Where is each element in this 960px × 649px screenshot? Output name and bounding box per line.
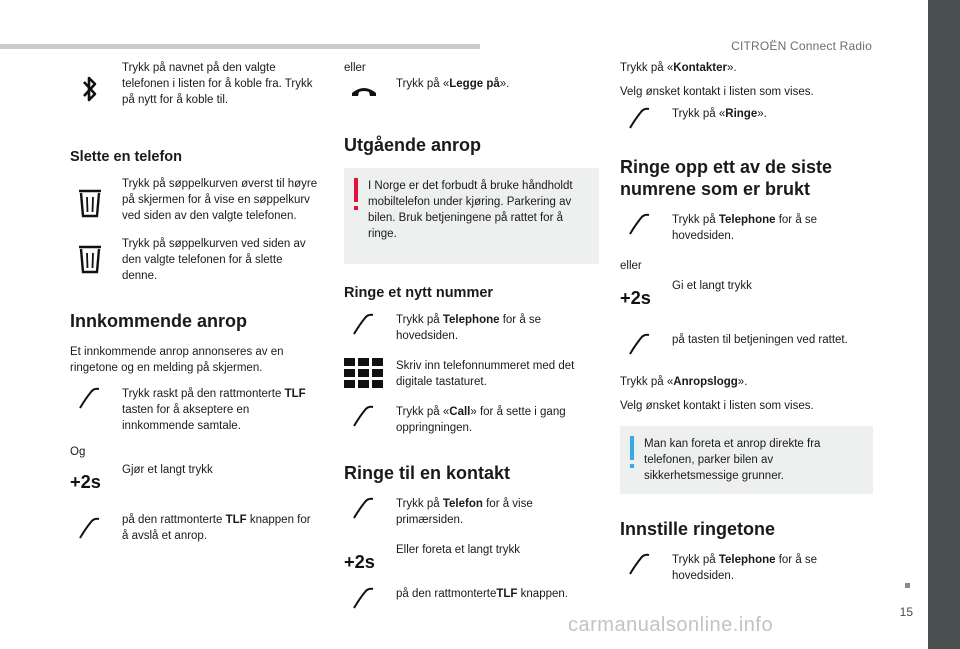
incoming-item-1-text: Trykk raskt på den rattmonterte TLF tasten for å akseptere en innkommende samtale. [122, 388, 306, 432]
new-number-item-2 [344, 358, 599, 394]
contact-item-1 [344, 496, 599, 532]
keypad-icon [344, 358, 384, 398]
trash-icon [70, 244, 110, 284]
delete-item-2-text: Trykk på søppelkurven ved siden av den valgte telefonen for å slette denne. [122, 238, 306, 282]
bluetooth-item [70, 60, 320, 108]
long-press-2s-icon [344, 548, 384, 588]
press-icon [344, 312, 384, 352]
new-number-item-3-text: Trykk på «Call» for å sette i gang oppringningen. [396, 406, 566, 434]
ring-text: Trykk på «Ringe». [672, 108, 767, 120]
svg-text:+2s: +2s [70, 470, 101, 492]
delete-item-2 [70, 236, 320, 284]
recent-item-3 [620, 332, 875, 368]
info-mark [630, 436, 634, 460]
continuation-mark [905, 583, 910, 588]
warning-text: I Norge er det forbudt å bruke håndholdt mobiltelefon under kjøring. Parkering av bilen. Bruk betjeningene på rattet for å ringe. [368, 180, 573, 240]
new-number-item-3 [344, 404, 599, 440]
column-2 [344, 60, 599, 632]
long-press-2s-icon [620, 284, 660, 324]
press-icon [620, 552, 660, 592]
delete-item-1 [70, 176, 320, 224]
contact-item-2-text: Eller foreta et langt trykk [396, 544, 520, 556]
contact-item-3 [344, 586, 599, 622]
press-icon [344, 404, 384, 444]
recent-item-1 [620, 212, 875, 248]
watermark: carmanualsonline.info [568, 614, 774, 636]
recent-item-1-text: Trykk på Telephone for å se hovedsiden. [672, 214, 818, 242]
svg-text:+2s: +2s [620, 286, 651, 308]
new-number-item-1-text: Trykk på Telephone for å se hovedsiden. [396, 314, 542, 342]
outgoing-call-heading: Utgående anrop [344, 135, 482, 155]
eller-text: eller [620, 260, 642, 272]
og-text: Og [70, 446, 86, 458]
bluetooth-text: Trykk på navnet på den valgte telefonen i listen for å koble fra. Trykk på nytt for å koble til. [122, 62, 313, 106]
select-contact-text: Velg ønsket kontakt i listen som vises. [620, 86, 814, 98]
contact-item-3-text: på den rattmonterteTLF knappen. [396, 588, 568, 600]
contacts-text: Trykk på «Kontakter». [620, 62, 737, 74]
delete-phone-heading: Slette en telefon [70, 149, 182, 165]
ringtone-heading: Innstille ringetone [620, 519, 776, 539]
contact-item-2 [344, 542, 599, 578]
incoming-item-2-text: Gjør et langt trykk [122, 464, 213, 476]
ring-item [620, 106, 875, 142]
recent-numbers-heading: Ringe opp ett av de siste numrene som er brukt [620, 157, 833, 199]
new-number-heading: Ringe et nytt nummer [344, 285, 494, 301]
select-contact-text-2: Velg ønsket kontakt i listen som vises. [620, 400, 814, 412]
ringtone-item-1-text: Trykk på Telephone for å se hovedsiden. [672, 554, 818, 582]
bluetooth-icon [70, 74, 110, 114]
page-edge-band [928, 0, 960, 649]
call-log-text: Trykk på «Anropslogg». [620, 376, 748, 388]
incoming-intro: Et innkommende anrop annonseres av en ringetone og en melding på skjermen. [70, 346, 284, 374]
info-text: Man kan foreta et anrop direkte fra telefonen, parker bilen av sikkerhetsmessige grunner. [644, 438, 821, 482]
incoming-item-2 [70, 462, 320, 498]
new-number-item-2-text: Skriv inn telefonnummeret med det digitale tastaturet. [396, 360, 575, 388]
incoming-item-3 [70, 512, 320, 548]
incoming-item-1 [70, 386, 320, 434]
recent-item-3-text: på tasten til betjeningen ved rattet. [672, 334, 848, 346]
new-number-item-1 [344, 312, 599, 348]
svg-text:+2s: +2s [344, 550, 375, 572]
long-press-2s-icon [70, 468, 110, 508]
press-icon [620, 212, 660, 252]
press-icon [620, 106, 660, 146]
column-1 [70, 60, 320, 558]
column-3 [620, 60, 875, 598]
incoming-item-3-text: på den rattmonterte TLF knappen for å avslå et anrop. [122, 514, 311, 542]
press-icon [70, 516, 110, 556]
ringtone-item-1 [620, 552, 875, 588]
warning-note [344, 168, 599, 264]
hangup-text: Trykk på «Legge på». [396, 78, 510, 90]
contact-item-1-text: Trykk på Telefon for å vise primærsiden. [396, 498, 533, 526]
eller-text: eller [344, 62, 366, 74]
info-mark-dot [630, 464, 634, 468]
warning-mark-dot [354, 206, 358, 210]
press-icon [344, 496, 384, 536]
warning-mark [354, 178, 358, 202]
recent-item-2-text: Gi et langt trykk [672, 280, 752, 292]
hangup-item [344, 76, 599, 112]
header-rule [0, 44, 480, 49]
press-icon [70, 386, 110, 426]
delete-item-1-text: Trykk på søppelkurven øverst til høyre på skjermen for å vise en søppelkurv ved siden av den valgte telefonen. [122, 178, 318, 222]
press-icon [620, 332, 660, 372]
info-note [620, 426, 873, 494]
hangup-phone-icon [344, 82, 384, 122]
incoming-call-heading: Innkommende anrop [70, 311, 248, 331]
page-number: 15 [899, 605, 913, 619]
call-contact-heading: Ringe til en kontakt [344, 463, 511, 483]
recent-item-2 [620, 278, 875, 314]
brand-title: CITROËN Connect Radio [731, 39, 872, 53]
press-icon [344, 586, 384, 626]
trash-icon [70, 188, 110, 228]
